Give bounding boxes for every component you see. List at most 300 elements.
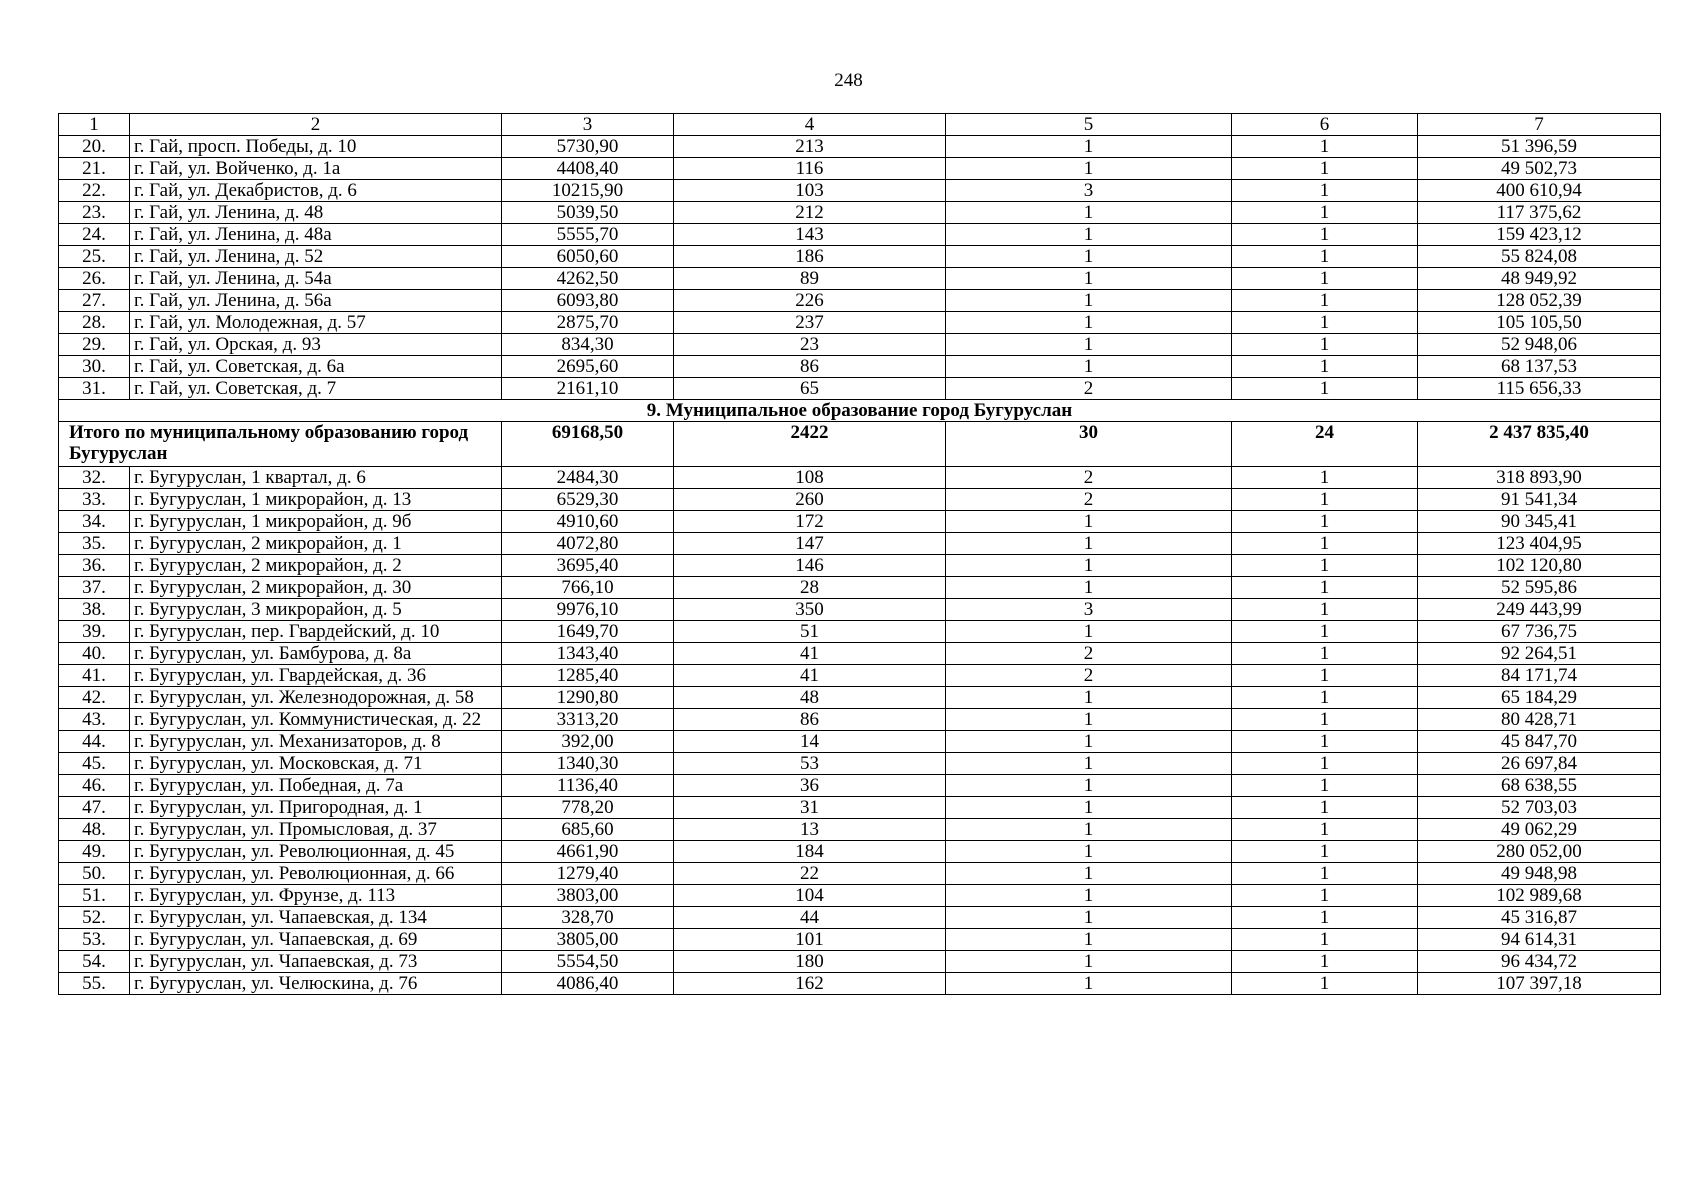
cost: 52 595,86 bbox=[1418, 577, 1661, 599]
area: 1285,40 bbox=[502, 665, 674, 687]
area: 834,30 bbox=[502, 334, 674, 356]
table-row bbox=[59, 511, 1661, 533]
cost: 45 316,87 bbox=[1418, 907, 1661, 929]
col5-value: 1 bbox=[946, 158, 1232, 180]
table-body-gai bbox=[59, 114, 1661, 400]
col6-value: 1 bbox=[1232, 489, 1418, 511]
row-number: 38. bbox=[59, 599, 130, 621]
cost: 49 502,73 bbox=[1418, 158, 1661, 180]
cost: 45 847,70 bbox=[1418, 731, 1661, 753]
cost: 123 404,95 bbox=[1418, 533, 1661, 555]
cost: 51 396,59 bbox=[1418, 136, 1661, 158]
col6-value: 1 bbox=[1232, 246, 1418, 268]
table-row bbox=[59, 533, 1661, 555]
column-header: 3 bbox=[502, 114, 674, 136]
area: 2875,70 bbox=[502, 312, 674, 334]
residents: 51 bbox=[674, 621, 946, 643]
cost: 400 610,94 bbox=[1418, 180, 1661, 202]
table-row bbox=[59, 158, 1661, 180]
address: г. Гай, ул. Ленина, д. 54а bbox=[130, 268, 502, 290]
col5-value: 1 bbox=[946, 202, 1232, 224]
row-number: 33. bbox=[59, 489, 130, 511]
cost: 102 120,80 bbox=[1418, 555, 1661, 577]
area: 766,10 bbox=[502, 577, 674, 599]
table-row bbox=[59, 643, 1661, 665]
row-number: 34. bbox=[59, 511, 130, 533]
col6-value: 1 bbox=[1232, 577, 1418, 599]
row-number: 50. bbox=[59, 863, 130, 885]
col6-value: 1 bbox=[1232, 180, 1418, 202]
row-number: 44. bbox=[59, 731, 130, 753]
row-number: 39. bbox=[59, 621, 130, 643]
residents: 48 bbox=[674, 687, 946, 709]
row-number: 23. bbox=[59, 202, 130, 224]
col6-value: 1 bbox=[1232, 929, 1418, 951]
row-number: 54. bbox=[59, 951, 130, 973]
row-number: 48. bbox=[59, 819, 130, 841]
col5-value: 2 bbox=[946, 467, 1232, 489]
residents: 22 bbox=[674, 863, 946, 885]
residents: 89 bbox=[674, 268, 946, 290]
table-body-buguruslan bbox=[59, 467, 1661, 995]
cost: 107 397,18 bbox=[1418, 973, 1661, 995]
table-row bbox=[59, 489, 1661, 511]
table-row bbox=[59, 467, 1661, 489]
column-number-row bbox=[59, 114, 1661, 136]
row-number: 26. bbox=[59, 268, 130, 290]
table-row bbox=[59, 577, 1661, 599]
total-area: 69168,50 bbox=[502, 422, 674, 467]
col5-value: 1 bbox=[946, 731, 1232, 753]
col5-value: 2 bbox=[946, 378, 1232, 400]
cost: 68 638,55 bbox=[1418, 775, 1661, 797]
residents: 180 bbox=[674, 951, 946, 973]
area: 4910,60 bbox=[502, 511, 674, 533]
row-number: 35. bbox=[59, 533, 130, 555]
column-header: 5 bbox=[946, 114, 1232, 136]
row-number: 25. bbox=[59, 246, 130, 268]
area: 6529,30 bbox=[502, 489, 674, 511]
cost: 48 949,92 bbox=[1418, 268, 1661, 290]
area: 2161,10 bbox=[502, 378, 674, 400]
residents: 44 bbox=[674, 907, 946, 929]
table-row bbox=[59, 378, 1661, 400]
section-title: 9. Муниципальное образование город Бугуруслан bbox=[59, 400, 1661, 422]
cost: 115 656,33 bbox=[1418, 378, 1661, 400]
address: г. Гай, ул. Войченко, д. 1а bbox=[130, 158, 502, 180]
column-header: 1 bbox=[59, 114, 130, 136]
col6-value: 1 bbox=[1232, 753, 1418, 775]
table-row bbox=[59, 136, 1661, 158]
row-number: 29. bbox=[59, 334, 130, 356]
cost: 52 703,03 bbox=[1418, 797, 1661, 819]
col5-value: 1 bbox=[946, 268, 1232, 290]
row-number: 51. bbox=[59, 885, 130, 907]
address: г. Бугуруслан, ул. Московская, д. 71 bbox=[130, 753, 502, 775]
address: г. Бугуруслан, ул. Гвардейская, д. 36 bbox=[130, 665, 502, 687]
col6-value: 1 bbox=[1232, 224, 1418, 246]
table-row bbox=[59, 929, 1661, 951]
col5-value: 1 bbox=[946, 929, 1232, 951]
row-number: 30. bbox=[59, 356, 130, 378]
area: 5555,70 bbox=[502, 224, 674, 246]
address: г. Гай, ул. Ленина, д. 52 bbox=[130, 246, 502, 268]
address: г. Бугуруслан, ул. Победная, д. 7а bbox=[130, 775, 502, 797]
residents: 146 bbox=[674, 555, 946, 577]
col5-value: 1 bbox=[946, 863, 1232, 885]
area: 5554,50 bbox=[502, 951, 674, 973]
area: 5730,90 bbox=[502, 136, 674, 158]
col5-value: 1 bbox=[946, 841, 1232, 863]
area: 1343,40 bbox=[502, 643, 674, 665]
col5-value: 1 bbox=[946, 775, 1232, 797]
address: г. Бугуруслан, 1 квартал, д. 6 bbox=[130, 467, 502, 489]
col6-value: 1 bbox=[1232, 775, 1418, 797]
row-number: 41. bbox=[59, 665, 130, 687]
row-number: 32. bbox=[59, 467, 130, 489]
col6-value: 1 bbox=[1232, 709, 1418, 731]
area: 4408,40 bbox=[502, 158, 674, 180]
section-block bbox=[59, 400, 1661, 467]
residents: 36 bbox=[674, 775, 946, 797]
area: 778,20 bbox=[502, 797, 674, 819]
col6-value: 1 bbox=[1232, 841, 1418, 863]
col5-value: 1 bbox=[946, 753, 1232, 775]
area: 1340,30 bbox=[502, 753, 674, 775]
residents: 86 bbox=[674, 709, 946, 731]
table-row bbox=[59, 665, 1661, 687]
col6-value: 1 bbox=[1232, 731, 1418, 753]
address: г. Бугуруслан, ул. Коммунистическая, д. 22 bbox=[130, 709, 502, 731]
row-number: 20. bbox=[59, 136, 130, 158]
cost: 55 824,08 bbox=[1418, 246, 1661, 268]
area: 6093,80 bbox=[502, 290, 674, 312]
col6-value: 1 bbox=[1232, 687, 1418, 709]
cost: 49 062,29 bbox=[1418, 819, 1661, 841]
col6-value: 1 bbox=[1232, 555, 1418, 577]
row-number: 37. bbox=[59, 577, 130, 599]
address: г. Бугуруслан, ул. Пригородная, д. 1 bbox=[130, 797, 502, 819]
table-row bbox=[59, 555, 1661, 577]
col6-value: 1 bbox=[1232, 797, 1418, 819]
table-row bbox=[59, 973, 1661, 995]
residents: 162 bbox=[674, 973, 946, 995]
address: г. Гай, ул. Ленина, д. 48а bbox=[130, 224, 502, 246]
address: г. Бугуруслан, ул. Механизаторов, д. 8 bbox=[130, 731, 502, 753]
cost: 49 948,98 bbox=[1418, 863, 1661, 885]
table-row bbox=[59, 621, 1661, 643]
col5-value: 1 bbox=[946, 907, 1232, 929]
col6-value: 1 bbox=[1232, 202, 1418, 224]
table-row bbox=[59, 268, 1661, 290]
row-number: 46. bbox=[59, 775, 130, 797]
col5-value: 1 bbox=[946, 533, 1232, 555]
row-number: 28. bbox=[59, 312, 130, 334]
table-row bbox=[59, 356, 1661, 378]
address: г. Гай, ул. Ленина, д. 56а bbox=[130, 290, 502, 312]
cost: 26 697,84 bbox=[1418, 753, 1661, 775]
table-row bbox=[59, 687, 1661, 709]
residents: 237 bbox=[674, 312, 946, 334]
table-row bbox=[59, 290, 1661, 312]
col5-value: 1 bbox=[946, 511, 1232, 533]
residents: 350 bbox=[674, 599, 946, 621]
address: г. Бугуруслан, 2 микрорайон, д. 1 bbox=[130, 533, 502, 555]
address: г. Бугуруслан, ул. Промысловая, д. 37 bbox=[130, 819, 502, 841]
col5-value: 1 bbox=[946, 621, 1232, 643]
table-row bbox=[59, 885, 1661, 907]
col6-value: 1 bbox=[1232, 885, 1418, 907]
cost: 90 345,41 bbox=[1418, 511, 1661, 533]
col5-value: 1 bbox=[946, 224, 1232, 246]
address: г. Бугуруслан, ул. Железнодорожная, д. 58 bbox=[130, 687, 502, 709]
cost: 249 443,99 bbox=[1418, 599, 1661, 621]
table-row bbox=[59, 246, 1661, 268]
cost: 80 428,71 bbox=[1418, 709, 1661, 731]
residents: 65 bbox=[674, 378, 946, 400]
area: 10215,90 bbox=[502, 180, 674, 202]
total-cost: 2 437 835,40 bbox=[1418, 422, 1661, 467]
cost: 102 989,68 bbox=[1418, 885, 1661, 907]
row-number: 42. bbox=[59, 687, 130, 709]
address: г. Бугуруслан, ул. Чапаевская, д. 134 bbox=[130, 907, 502, 929]
area: 5039,50 bbox=[502, 202, 674, 224]
row-number: 47. bbox=[59, 797, 130, 819]
table-row bbox=[59, 709, 1661, 731]
area: 1290,80 bbox=[502, 687, 674, 709]
cost: 84 171,74 bbox=[1418, 665, 1661, 687]
column-header: 6 bbox=[1232, 114, 1418, 136]
residents: 31 bbox=[674, 797, 946, 819]
col6-value: 1 bbox=[1232, 467, 1418, 489]
col6-value: 1 bbox=[1232, 665, 1418, 687]
address: г. Бугуруслан, 3 микрорайон, д. 5 bbox=[130, 599, 502, 621]
area: 3803,00 bbox=[502, 885, 674, 907]
col6-value: 1 bbox=[1232, 268, 1418, 290]
residents: 213 bbox=[674, 136, 946, 158]
area: 3313,20 bbox=[502, 709, 674, 731]
total-residents: 2422 bbox=[674, 422, 946, 467]
address: г. Бугуруслан, пер. Гвардейский, д. 10 bbox=[130, 621, 502, 643]
col5-value: 1 bbox=[946, 555, 1232, 577]
residents: 104 bbox=[674, 885, 946, 907]
col6-value: 1 bbox=[1232, 136, 1418, 158]
total-row bbox=[59, 422, 1661, 467]
table-row bbox=[59, 202, 1661, 224]
col5-value: 1 bbox=[946, 577, 1232, 599]
col6-value: 1 bbox=[1232, 290, 1418, 312]
address: г. Бугуруслан, 2 микрорайон, д. 30 bbox=[130, 577, 502, 599]
col5-value: 1 bbox=[946, 973, 1232, 995]
residents: 116 bbox=[674, 158, 946, 180]
row-number: 53. bbox=[59, 929, 130, 951]
row-number: 43. bbox=[59, 709, 130, 731]
area: 4661,90 bbox=[502, 841, 674, 863]
area: 1649,70 bbox=[502, 621, 674, 643]
section-row bbox=[59, 400, 1661, 422]
residents: 101 bbox=[674, 929, 946, 951]
cost: 96 434,72 bbox=[1418, 951, 1661, 973]
residents: 86 bbox=[674, 356, 946, 378]
address: г. Бугуруслан, ул. Челюскина, д. 76 bbox=[130, 973, 502, 995]
row-number: 45. bbox=[59, 753, 130, 775]
residents: 28 bbox=[674, 577, 946, 599]
col6-value: 1 bbox=[1232, 356, 1418, 378]
col5-value: 1 bbox=[946, 797, 1232, 819]
col5-value: 1 bbox=[946, 334, 1232, 356]
row-number: 27. bbox=[59, 290, 130, 312]
area: 392,00 bbox=[502, 731, 674, 753]
residents: 184 bbox=[674, 841, 946, 863]
residents: 41 bbox=[674, 665, 946, 687]
col5-value: 1 bbox=[946, 246, 1232, 268]
col6-value: 1 bbox=[1232, 312, 1418, 334]
column-header: 2 bbox=[130, 114, 502, 136]
col5-value: 1 bbox=[946, 819, 1232, 841]
cost: 52 948,06 bbox=[1418, 334, 1661, 356]
total-col6: 24 bbox=[1232, 422, 1418, 467]
area: 6050,60 bbox=[502, 246, 674, 268]
col5-value: 1 bbox=[946, 709, 1232, 731]
area: 685,60 bbox=[502, 819, 674, 841]
cost: 68 137,53 bbox=[1418, 356, 1661, 378]
total-label: Итого по муниципальному образованию город Бугуруслан bbox=[59, 422, 502, 467]
row-number: 24. bbox=[59, 224, 130, 246]
cost: 65 184,29 bbox=[1418, 687, 1661, 709]
cost: 117 375,62 bbox=[1418, 202, 1661, 224]
cost: 91 541,34 bbox=[1418, 489, 1661, 511]
address: г. Гай, ул. Ленина, д. 48 bbox=[130, 202, 502, 224]
address: г. Бугуруслан, ул. Чапаевская, д. 69 bbox=[130, 929, 502, 951]
col5-value: 2 bbox=[946, 643, 1232, 665]
area: 328,70 bbox=[502, 907, 674, 929]
cost: 67 736,75 bbox=[1418, 621, 1661, 643]
area: 1136,40 bbox=[502, 775, 674, 797]
col6-value: 1 bbox=[1232, 334, 1418, 356]
col5-value: 2 bbox=[946, 489, 1232, 511]
table-row bbox=[59, 863, 1661, 885]
table-row bbox=[59, 731, 1661, 753]
residents: 147 bbox=[674, 533, 946, 555]
table-row bbox=[59, 797, 1661, 819]
row-number: 22. bbox=[59, 180, 130, 202]
cost: 318 893,90 bbox=[1418, 467, 1661, 489]
address: г. Бугуруслан, ул. Бамбурова, д. 8а bbox=[130, 643, 502, 665]
total-col5: 30 bbox=[946, 422, 1232, 467]
cost: 105 105,50 bbox=[1418, 312, 1661, 334]
residents: 212 bbox=[674, 202, 946, 224]
residents: 13 bbox=[674, 819, 946, 841]
col6-value: 1 bbox=[1232, 621, 1418, 643]
residents: 260 bbox=[674, 489, 946, 511]
col5-value: 2 bbox=[946, 665, 1232, 687]
col6-value: 1 bbox=[1232, 973, 1418, 995]
residents: 41 bbox=[674, 643, 946, 665]
col6-value: 1 bbox=[1232, 863, 1418, 885]
col5-value: 1 bbox=[946, 951, 1232, 973]
col6-value: 1 bbox=[1232, 951, 1418, 973]
residents: 186 bbox=[674, 246, 946, 268]
address: г. Гай, ул. Советская, д. 6а bbox=[130, 356, 502, 378]
col6-value: 1 bbox=[1232, 599, 1418, 621]
area: 4086,40 bbox=[502, 973, 674, 995]
table-row bbox=[59, 334, 1661, 356]
area: 3695,40 bbox=[502, 555, 674, 577]
col5-value: 1 bbox=[946, 136, 1232, 158]
page-number: 248 bbox=[834, 70, 863, 91]
table-row bbox=[59, 180, 1661, 202]
cost: 128 052,39 bbox=[1418, 290, 1661, 312]
data-table bbox=[58, 113, 1661, 995]
col5-value: 3 bbox=[946, 180, 1232, 202]
address: г. Бугуруслан, ул. Чапаевская, д. 73 bbox=[130, 951, 502, 973]
residents: 14 bbox=[674, 731, 946, 753]
address: г. Гай, просп. Победы, д. 10 bbox=[130, 136, 502, 158]
address: г. Бугуруслан, 1 микрорайон, д. 13 bbox=[130, 489, 502, 511]
row-number: 52. bbox=[59, 907, 130, 929]
area: 9976,10 bbox=[502, 599, 674, 621]
area: 4262,50 bbox=[502, 268, 674, 290]
row-number: 31. bbox=[59, 378, 130, 400]
address: г. Гай, ул. Советская, д. 7 bbox=[130, 378, 502, 400]
col6-value: 1 bbox=[1232, 158, 1418, 180]
address: г. Бугуруслан, 1 микрорайон, д. 9б bbox=[130, 511, 502, 533]
area: 2484,30 bbox=[502, 467, 674, 489]
address: г. Бугуруслан, ул. Революционная, д. 45 bbox=[130, 841, 502, 863]
row-number: 49. bbox=[59, 841, 130, 863]
row-number: 36. bbox=[59, 555, 130, 577]
col5-value: 1 bbox=[946, 356, 1232, 378]
residents: 226 bbox=[674, 290, 946, 312]
address: г. Бугуруслан, ул. Фрунзе, д. 113 bbox=[130, 885, 502, 907]
residents: 103 bbox=[674, 180, 946, 202]
cost: 92 264,51 bbox=[1418, 643, 1661, 665]
col6-value: 1 bbox=[1232, 907, 1418, 929]
table-row bbox=[59, 224, 1661, 246]
area: 1279,40 bbox=[502, 863, 674, 885]
cost: 280 052,00 bbox=[1418, 841, 1661, 863]
residents: 53 bbox=[674, 753, 946, 775]
col6-value: 1 bbox=[1232, 643, 1418, 665]
residents: 172 bbox=[674, 511, 946, 533]
address: г. Гай, ул. Орская, д. 93 bbox=[130, 334, 502, 356]
cost: 159 423,12 bbox=[1418, 224, 1661, 246]
address: г. Бугуруслан, 2 микрорайон, д. 2 bbox=[130, 555, 502, 577]
address: г. Гай, ул. Декабристов, д. 6 bbox=[130, 180, 502, 202]
column-header: 4 bbox=[674, 114, 946, 136]
col6-value: 1 bbox=[1232, 819, 1418, 841]
area: 4072,80 bbox=[502, 533, 674, 555]
row-number: 55. bbox=[59, 973, 130, 995]
col5-value: 1 bbox=[946, 687, 1232, 709]
row-number: 40. bbox=[59, 643, 130, 665]
table-row bbox=[59, 775, 1661, 797]
cost: 94 614,31 bbox=[1418, 929, 1661, 951]
row-number: 21. bbox=[59, 158, 130, 180]
col5-value: 1 bbox=[946, 312, 1232, 334]
col6-value: 1 bbox=[1232, 533, 1418, 555]
table-row bbox=[59, 951, 1661, 973]
col5-value: 1 bbox=[946, 290, 1232, 312]
col5-value: 3 bbox=[946, 599, 1232, 621]
col6-value: 1 bbox=[1232, 511, 1418, 533]
table-row bbox=[59, 907, 1661, 929]
residents: 143 bbox=[674, 224, 946, 246]
residents: 108 bbox=[674, 467, 946, 489]
col6-value: 1 bbox=[1232, 378, 1418, 400]
table-row bbox=[59, 599, 1661, 621]
area: 3805,00 bbox=[502, 929, 674, 951]
